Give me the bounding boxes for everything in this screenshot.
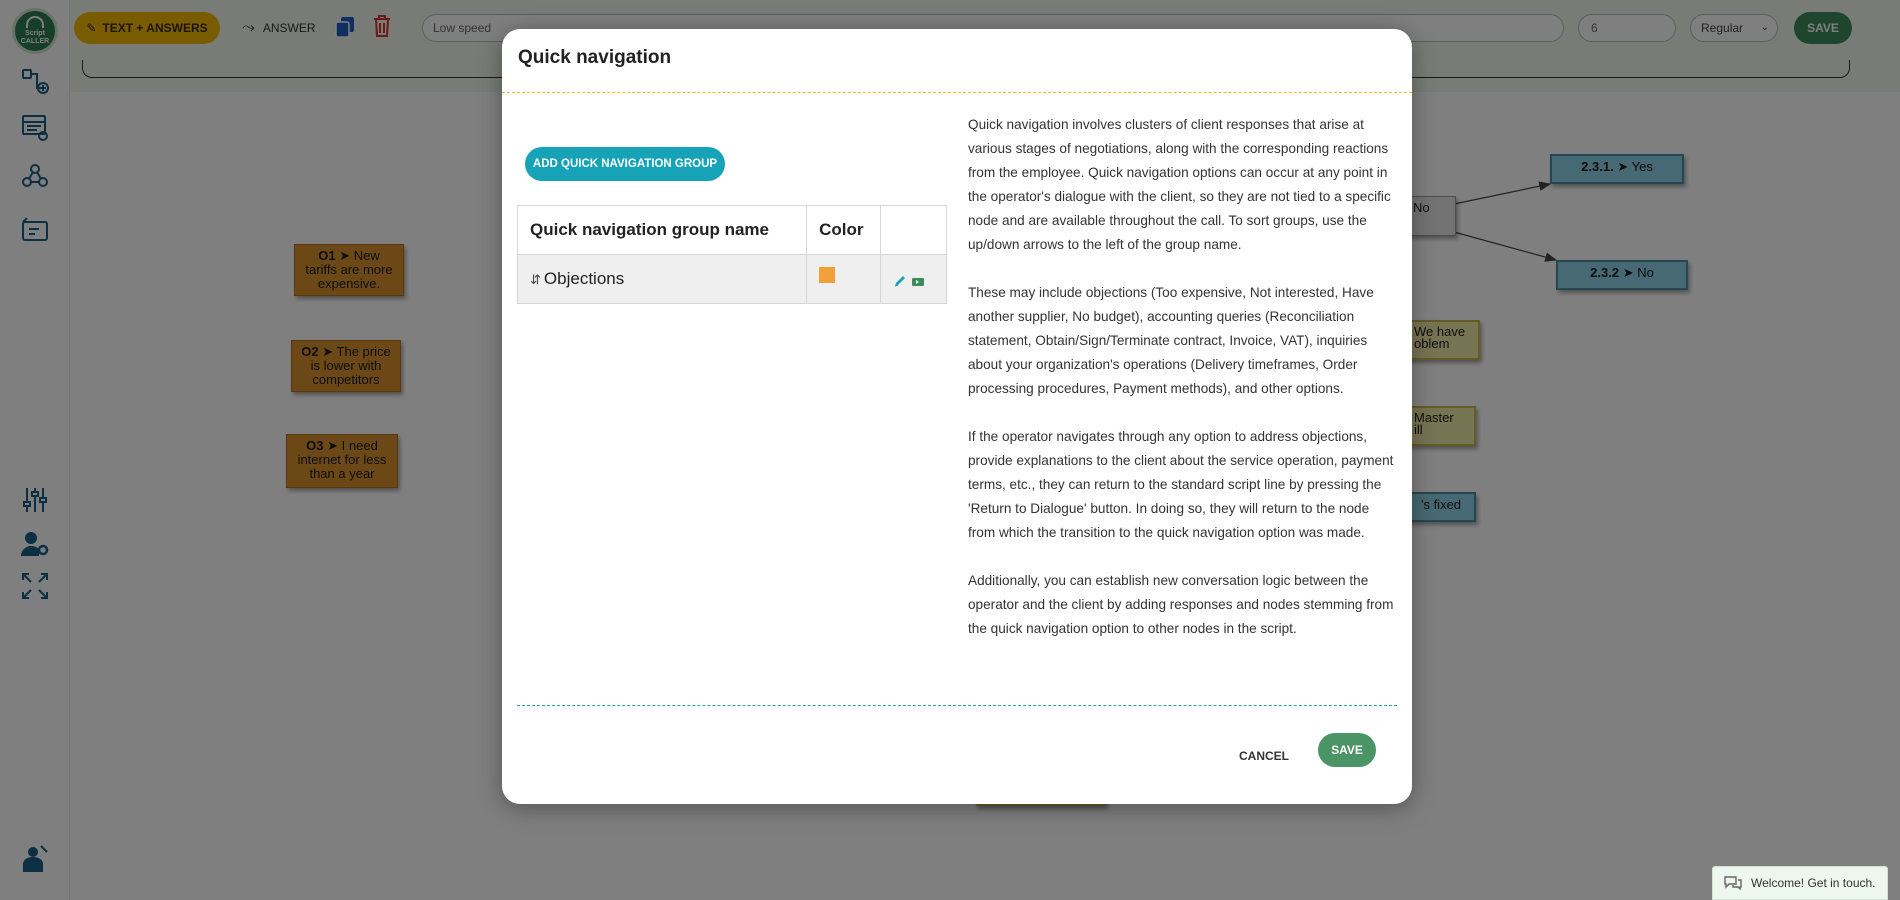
column-header-name: Quick navigation group name bbox=[518, 206, 807, 255]
sort-arrows-icon[interactable]: ⇵ bbox=[530, 272, 541, 287]
help-paragraph: Additionally, you can establish new conversation logic between the operator and the client by adding responses and nodes stemming from the quick navigation option to other nodes in the script. bbox=[968, 573, 1394, 636]
group-actions-cell bbox=[881, 255, 947, 304]
table-row bbox=[518, 255, 947, 304]
open-group-icon[interactable] bbox=[911, 273, 925, 293]
help-paragraph: These may include objections (Too expensive, Not interested, Have another supplier, No budget), accounting queries (Reconciliation statement, Obtain/Sign/Terminate contract, Invoice, VAT), inquiries about your organization's operations (Delivery timeframes, Order processing procedures, Payment methods), and other options. bbox=[968, 285, 1374, 396]
chat-widget-label: Welcome! Get in touch. bbox=[1751, 876, 1876, 890]
quick-navigation-help-text bbox=[968, 113, 1396, 703]
column-header-color: Color bbox=[807, 206, 881, 255]
color-swatch bbox=[819, 267, 835, 283]
group-name-cell bbox=[518, 255, 807, 304]
save-button[interactable]: SAVE bbox=[1318, 733, 1376, 767]
chat-widget[interactable] bbox=[1712, 866, 1888, 900]
quick-navigation-modal bbox=[502, 29, 1412, 804]
modal-title: Quick navigation bbox=[518, 47, 672, 68]
column-header-actions bbox=[881, 206, 947, 255]
modal-footer-divider bbox=[517, 705, 1397, 706]
modal-header bbox=[502, 29, 1412, 93]
modal-body bbox=[502, 93, 1412, 733]
group-color-cell bbox=[807, 255, 881, 304]
help-paragraph: If the operator navigates through any option to address objections, provide explanations to the client about the service operation, payment terms, etc., they can return to the standard script line by pressing the 'Return to Dialogue' button. In doing so, they will return to the node from which the transition to the quick navigation option was made. bbox=[968, 429, 1394, 540]
help-paragraph: Quick navigation involves clusters of client responses that arise at various stages of negotiations, along with the corresponding reactions from the employee. Quick navigation options can occur at any point in the operator's dialogue with the client, so they are not tied to a specific node and are available throughout the call. To sort groups, use the up/down arrows to the left of the group name. bbox=[968, 117, 1391, 252]
cancel-button[interactable]: CANCEL bbox=[1239, 749, 1289, 763]
add-quick-navigation-group-button[interactable]: ADD QUICK NAVIGATION GROUP bbox=[525, 147, 725, 181]
chat-bubble-icon bbox=[1723, 874, 1743, 893]
group-name: Objections bbox=[543, 269, 625, 288]
edit-pencil-icon[interactable] bbox=[893, 273, 907, 293]
quick-navigation-groups-table bbox=[517, 205, 947, 304]
